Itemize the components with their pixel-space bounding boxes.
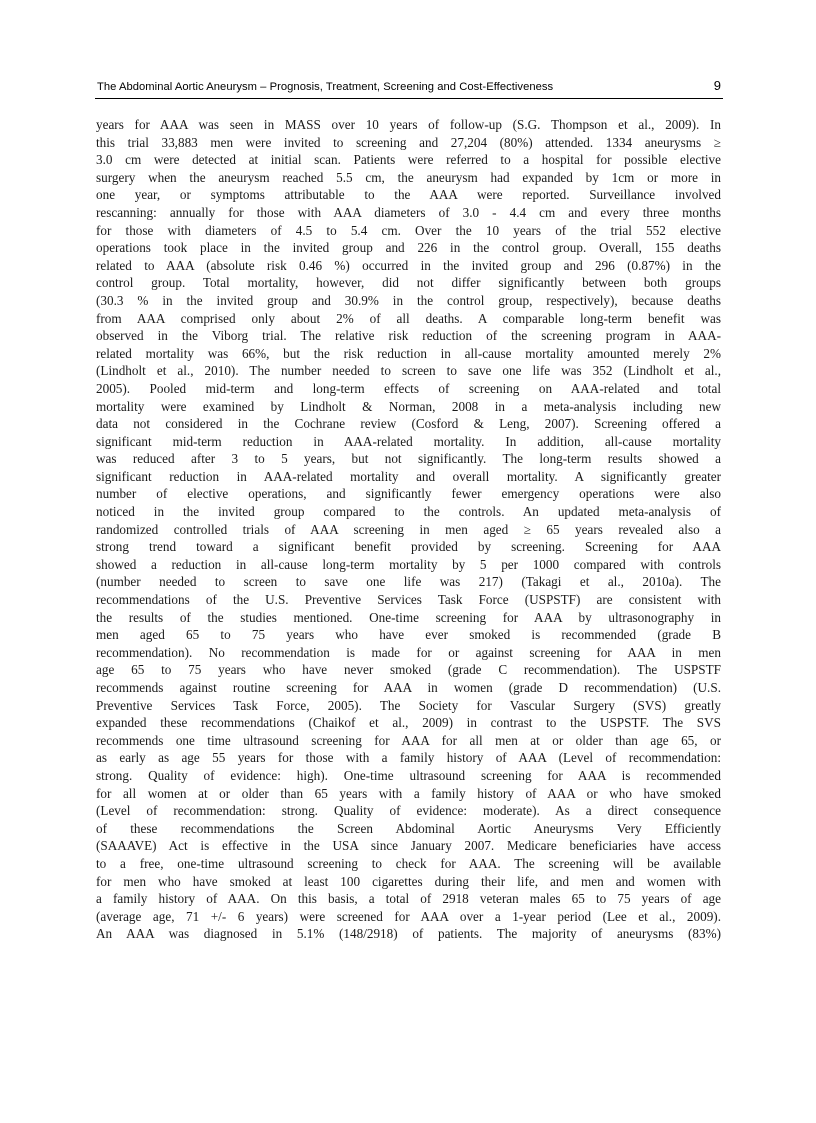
text-line: the results of the studies mentioned. One-time screening for AAA by ultrasonography in [96, 609, 721, 625]
text-line: randomized controlled trials of AAA screening in men aged ≥ 65 years revealed also a [96, 521, 721, 537]
text-line: recommends one time ultrasound screening for AAA for all men at or older than age 65, or [96, 732, 721, 748]
text-line: strong trend toward a significant benefit provided by screening. Screening for AAA [96, 539, 721, 555]
text-line: rescanning: annually for those with AAA diameters of 3.0 - 4.4 cm and every three months [96, 204, 721, 220]
text-line: this trial 33,883 men were invited to screening and 27,204 (80%) attended. 1334 aneurysms ≥ [96, 134, 721, 150]
text-line: significant reduction in AAA-related mortality and overall mortality. A significantly greater [96, 468, 721, 484]
body-paragraph [96, 116, 721, 943]
text-line: related mortality was 66%, but the risk reduction in all-cause mortality amounted merely 2% [96, 345, 721, 361]
text-line: observed in the Viborg trial. The relative risk reduction of the screening program in AAA- [96, 328, 721, 344]
text-line: to a free, one-time ultrasound screening to check for AAA. The screening will be available [96, 855, 721, 871]
running-header-title: The Abdominal Aortic Aneurysm – Prognosis, Treatment, Screening and Cost-Effectiveness [97, 81, 554, 93]
text-line: expanded these recommendations (Chaikof et al., 2009) in contrast to the USPSTF. The SVS [96, 715, 721, 731]
text-line: number of elective operations, and significantly fewer emergency operations were also [96, 486, 721, 502]
text-line: of these recommendations the Screen Abdominal Aortic Aneurysms Very Efficiently [96, 820, 721, 836]
text-line: for those with diameters of 4.5 to 5.4 cm. Over the 10 years of the trial 552 elective [96, 222, 721, 238]
text-line: one year, or symptoms attributable to the AAA were reported. Surveillance involved [96, 187, 721, 203]
text-line: (Level of recommendation: strong. Quality of evidence: moderate). As a direct consequence [96, 803, 721, 819]
text-line: recommendation). No recommendation is made for or against screening for AAA in men [96, 644, 721, 660]
text-line: a family history of AAA. On this basis, a total of 2918 veteran males 65 to 75 years of age [96, 891, 721, 907]
text-line: 2005). Pooled mid-term and long-term effects of screening on AAA-related and total [96, 380, 721, 396]
text-line: recommendations of the U.S. Preventive Services Task Force (USPSTF) are consistent with [96, 592, 721, 608]
text-line: for all women at or older than 65 years with a family history of AAA or who have smoked [96, 785, 721, 801]
running-header [95, 78, 723, 99]
text-line: from AAA comprised only about 2% of all deaths. A comparable long-term benefit was [96, 310, 721, 326]
text-line: surgery when the aneurysm reached 5.5 cm, the aneurysm had expanded by 1cm or more in [96, 169, 721, 185]
text-line: Preventive Services Task Force, 2005). The Society for Vascular Surgery (SVS) greatly [96, 697, 721, 713]
text-line: related to AAA (absolute risk 0.46 %) occurred in the invited group and 296 (0.87%) in the [96, 257, 721, 273]
text-line: (SAAAVE) Act is effective in the USA since January 2007. Medicare beneficiaries have access [96, 838, 721, 854]
text-line: showed a reduction in all-cause long-term mortality by 5 per 1000 compared with controls [96, 556, 721, 572]
text-line: (average age, 71 +/- 6 years) were screened for AAA over a 1-year period (Lee et al., 2009). [96, 908, 721, 924]
text-line: years for AAA was seen in MASS over 10 years of follow-up (S.G. Thompson et al., 2009). In [96, 117, 721, 132]
text-line: operations took place in the invited group and 226 in the control group. Overall, 155 deaths [96, 240, 721, 256]
text-line: mortality were examined by Lindholt & Norman, 2008 in a meta-analysis including new [96, 398, 721, 414]
text-line: 3.0 cm were detected at initial scan. Patients were referred to a hospital for possible elective [96, 152, 721, 168]
text-line: An AAA was diagnosed in 5.1% (148/2918) of patients. The majority of aneurysms (83%) [96, 926, 721, 942]
text-line: significant mid-term reduction in AAA-related mortality. In addition, all-cause mortality [96, 433, 721, 449]
text-line: data not considered in the Cochrane review (Cosford & Leng, 2007). Screening offered a [96, 416, 721, 432]
text-line: was reduced after 3 to 5 years, but not significantly. The long-term results showed a [96, 451, 721, 467]
text-line: (number needed to screen to save one life was 217) (Takagi et al., 2010a). The [96, 574, 721, 590]
text-line: recommends against routine screening for AAA in women (grade D recommendation) (U.S. [96, 680, 721, 695]
text-line: age 65 to 75 years who have never smoked (grade C recommendation). The USPSTF [96, 662, 721, 678]
text-line: as early as age 55 years for those with a family history of AAA (Level of recommendation: [96, 750, 721, 766]
text-line: men aged 65 to 75 years who have ever smoked is recommended (grade B [96, 627, 721, 643]
text-line: for men who have smoked at least 100 cigarettes during their life, and men and women with [96, 873, 721, 889]
page-number: 9 [713, 78, 721, 93]
text-line: noticed in the invited group compared to the controls. An updated meta-analysis of [96, 504, 721, 520]
text-line: (Lindholt et al., 2010). The number needed to screen to save one life was 352 (Lindholt et al., [96, 363, 721, 379]
text-line: strong. Quality of evidence: high). One-time ultrasound screening for AAA is recommended [96, 767, 721, 783]
text-line: control group. Total mortality, however, did not differ significantly between both groups [96, 275, 721, 291]
text-line: (30.3 % in the invited group and 30.9% in the control group, respectively), because deaths [96, 292, 721, 308]
